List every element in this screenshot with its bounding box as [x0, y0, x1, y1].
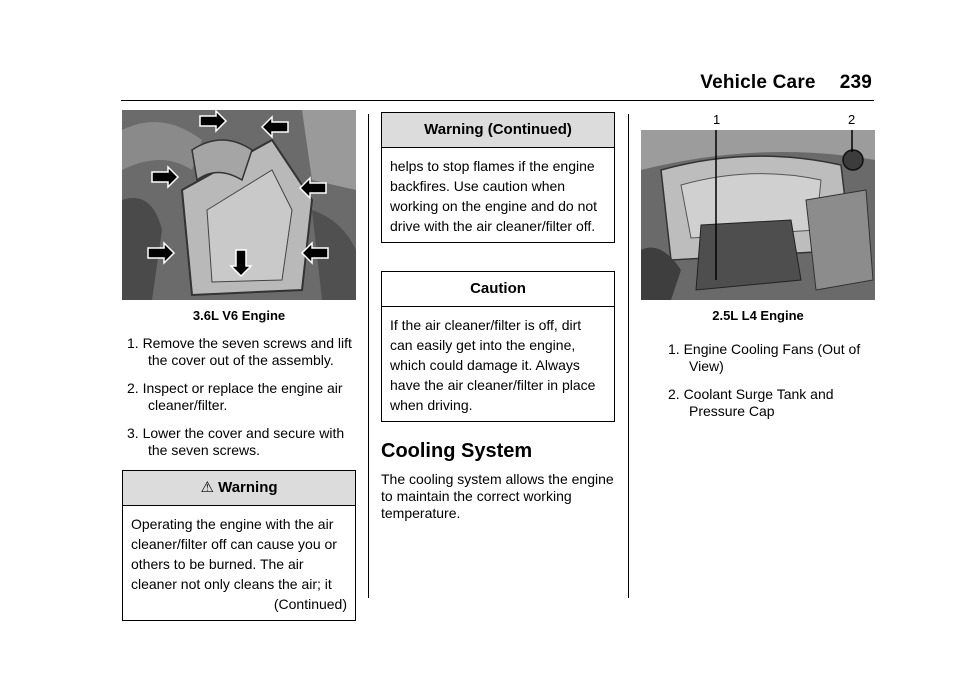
- step-item: 3. Lower the cover and secure with the seven screws.: [127, 425, 345, 458]
- warning-continued-body: helps to stop flames if the engine backfires. Use caution when working on the engine and do not drive with the air cleaner/filter off.: [390, 158, 598, 234]
- header-rule: [121, 100, 874, 101]
- step-item: 2. Inspect or replace the engine air cleaner/filter.: [127, 380, 343, 413]
- v6-engine-illustration: [122, 110, 356, 300]
- caution-box: [381, 271, 615, 422]
- continued-label: (Continued): [273, 596, 347, 612]
- caution-box-body: If the air cleaner/filter is off, dirt can easily get into the engine, which could damage it. Always have the air cleaner/filter in place when driving.: [390, 317, 596, 413]
- v6-engine-figure: [122, 110, 356, 300]
- column-divider-1: [368, 114, 369, 598]
- figure-label-2: 2: [848, 112, 856, 127]
- warning-box: [122, 470, 356, 621]
- v6-figure-caption: 3.6L V6 Engine: [192, 308, 286, 323]
- figure-label-1: 1: [713, 112, 721, 127]
- left-steps-list: [122, 335, 356, 459]
- right-column: [641, 110, 875, 431]
- middle-column: [381, 110, 615, 522]
- warning-continued-box: [381, 112, 615, 243]
- section-paragraph: The cooling system allows the engine to maintain the correct working temperature.: [381, 471, 614, 521]
- l4-engine-illustration: [641, 130, 875, 300]
- column-divider-2: [628, 114, 629, 598]
- warning-icon: ⚠︎: [200, 479, 214, 496]
- section-title: Cooling System: [381, 440, 533, 462]
- section-name: Vehicle Care: [700, 72, 816, 93]
- l4-engine-figure: [641, 130, 875, 300]
- list-item: 2. Coolant Surge Tank and Pressure Cap: [668, 386, 834, 419]
- l4-figure-caption: 2.5L L4 Engine: [712, 308, 804, 323]
- page-number: 239: [839, 72, 872, 93]
- figure-label-row: [641, 110, 875, 130]
- warning-continued-header: Warning (Continued): [382, 113, 614, 148]
- warning-box-header: [123, 471, 355, 506]
- left-column: [122, 110, 356, 621]
- right-items-list: [663, 341, 875, 420]
- step-item: 1. Remove the seven screws and lift the cover out of the assembly.: [127, 335, 352, 368]
- warning-text: Operating the engine with the air cleaner/filter off can cause you or others to be burned. The air cleaner not only cleans the air; it: [131, 516, 337, 592]
- header-title: [700, 72, 872, 94]
- warning-box-body: [123, 506, 355, 620]
- caution-box-header: Caution: [382, 272, 614, 307]
- warning-title: Warning: [218, 479, 278, 496]
- list-item: 1. Engine Cooling Fans (Out of View): [668, 341, 861, 374]
